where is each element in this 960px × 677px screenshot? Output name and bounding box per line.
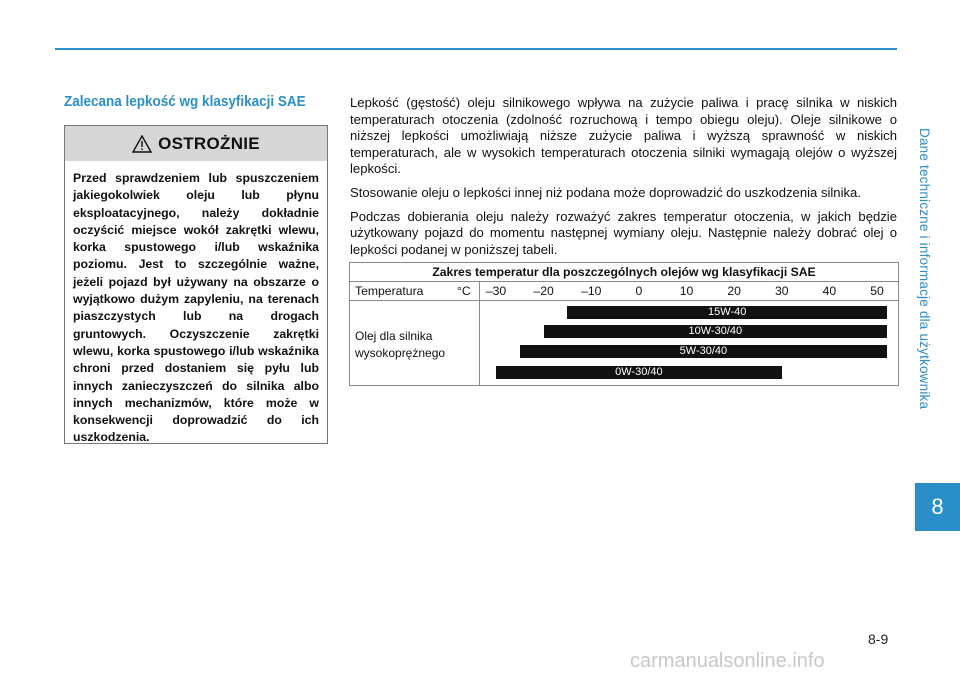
oil-range-bar: 15W-40	[567, 306, 887, 319]
paragraph: Lepkość (gęstość) oleju silnikowego wpływa na zużycie paliwa i pracę silnika w niskich temperaturach otoczenia (zdolność rozruchową i tempo obiegu oleju). Oleje silnikowe o niższej lepkości umożliwiają niższe zużycie paliwa i wyższą sprawność w niskich temperaturach, ale w wysokich temperaturach otoczenia silniki wymagają olejów o wyższej lepkości.	[350, 95, 897, 177]
temperature-tick-label: 20	[727, 284, 741, 298]
temperature-tick-label: 50	[870, 284, 884, 298]
table-divider	[350, 300, 898, 301]
chapter-number: 8	[931, 494, 944, 519]
temperature-unit: °C	[457, 284, 471, 298]
oil-range-bar: 10W-30/40	[544, 325, 887, 338]
section-heading: Zalecana lepkość wg klasyfikacji SAE	[64, 93, 306, 110]
body-text	[350, 95, 897, 265]
temperature-tick-label: –20	[533, 284, 554, 298]
temperature-tick-label: –10	[581, 284, 602, 298]
temperature-tick-label: 0	[635, 284, 643, 298]
paragraph: Podczas dobierania oleju należy rozważyć zakres temperatur otoczenia, w jakich będzie użytkowany pojazd do momentu następnej wymiany oleju. Następnie należy dobrać olej o lepkości podanej w poniższej tabeli.	[350, 208, 897, 257]
temperature-label: Temperatura	[355, 284, 424, 298]
oil-range-bar: 5W-30/40	[520, 345, 887, 358]
page-number: 8-9	[868, 631, 889, 647]
chapter-tab	[915, 483, 960, 531]
oil-type-label: Olej dla silnika wysokoprężnego	[355, 329, 446, 360]
watermark: carmanualsonline.info	[630, 650, 825, 672]
temperature-tick-label: –30	[485, 284, 507, 298]
sae-temperature-table	[349, 262, 899, 386]
temperature-tick-label: 10	[679, 284, 694, 298]
warning-box	[64, 125, 328, 444]
warning-header	[65, 126, 327, 161]
table-title: Zakres temperatur dla poszczególnych olejów wg klasyfikacji SAE	[432, 265, 816, 279]
warning-title: OSTROŻNIE	[158, 133, 260, 153]
temperature-tick-label: 30	[774, 284, 789, 298]
table-divider	[350, 281, 898, 282]
oil-range-bar: 0W-30/40	[496, 366, 782, 379]
top-rule	[55, 48, 897, 50]
side-title-text: Dane techniczne i informacje dla użytkownika	[917, 128, 932, 410]
warning-triangle-icon	[132, 135, 152, 153]
warning-body: Przed sprawdzeniem lub spuszczeniem jakiegokolwiek oleju lub płynu eksploatacyjnego, należy dokładnie oczyścić miejsce wokół zakrętki wlewu, korka spustowego i/lub wskaźnika poziomu. Jest to szczególnie ważne, jeżeli pojazd był używany na obszarze o wyjątkowo dużym zapyleniu, na terenach piaszczystych lub na drogach gruntowych. Oczyszczenie zakrętki wlewu, korka spustowego i/lub wskaźnika chroni przed dostaniem się pyłu lub innych zanieczyszczeń do silnika albo innych mechanizmów, które może w konsekwencji doprowadzić do ich uszkodzenia.	[73, 171, 319, 445]
paragraph: Stosowanie oleju o lepkości innej niż podana może doprowadzić do uszkodzenia silnika.	[350, 184, 861, 200]
temperature-tick-label: 40	[822, 284, 837, 298]
table-column-divider	[479, 281, 480, 385]
